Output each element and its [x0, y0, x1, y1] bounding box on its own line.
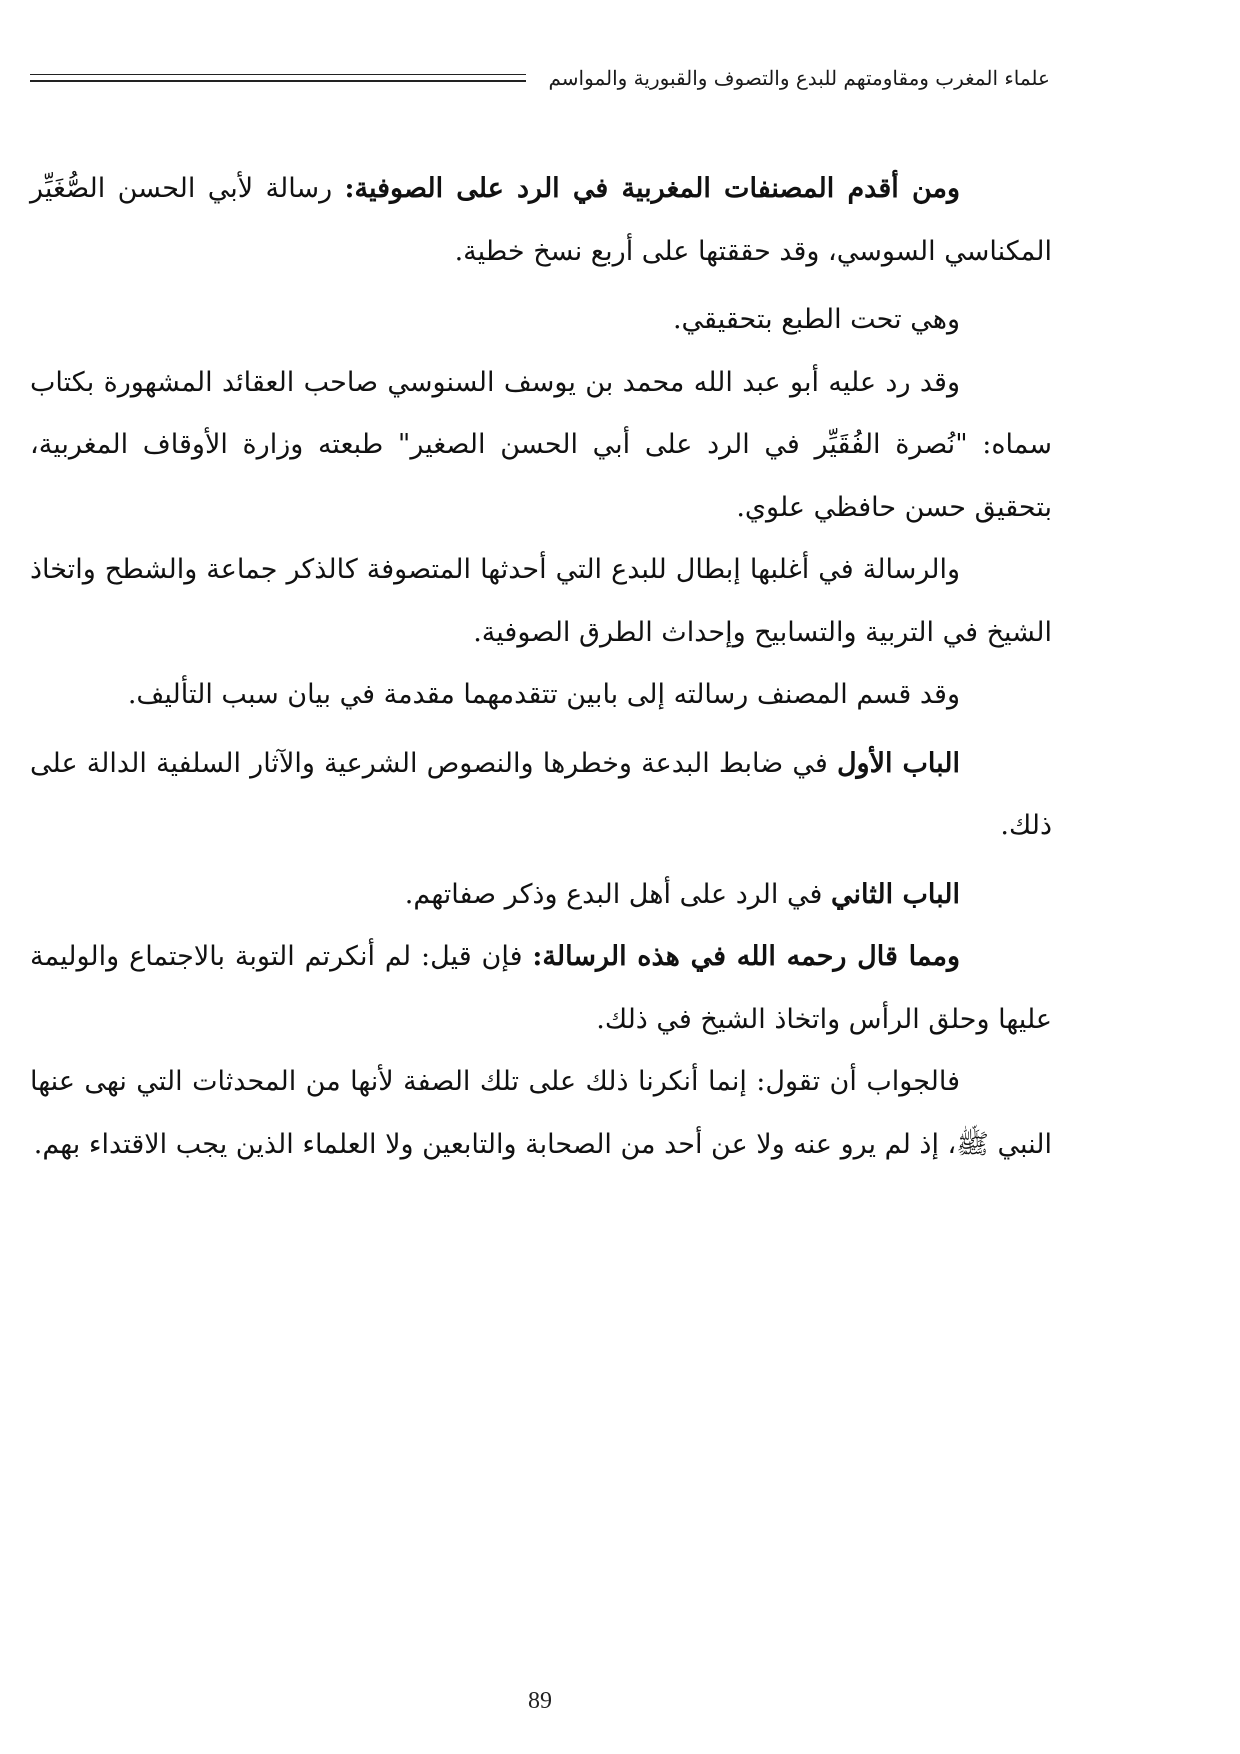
paragraph-1-text: رسالة لأبي الحسن الصُّغَيِّر المكناسي السوسي، وقد حققتها على أربع نسخ خطية.: [30, 173, 1052, 267]
paragraph-6-text: في ضابط البدعة وخطرها والنصوص الشرعية والآثار السلفية الدالة على ذلك.: [30, 747, 1052, 841]
paragraph-6-lead: الباب الأول: [836, 747, 960, 779]
page-number-text: 89: [528, 1688, 552, 1714]
paragraph-9-text: فالجواب أن تقول: إنما أنكرنا ذلك على تلك الصفة لأنها من المحدثات التي نهى عنها النبي ﷺ، إذ لم يرو عنه ولا عن أحد من الصحابة والتابعين ولا العلماء الذين يجب الاقتداء بهم.: [30, 1066, 1052, 1160]
paragraph-3-text: وقد رد عليه أبو عبد الله محمد بن يوسف السنوسي صاحب العقائد المشهورة بكتاب سماه: "نُصرة الفُقَيِّر في الرد على أبي الحسن الصغير" طبعته وزارة الأوقاف المغربية، بتحقيق حسن حافظي علوي.: [30, 366, 1052, 523]
running-header: [30, 58, 1050, 98]
paragraph-1-lead: ومن أقدم المصنفات المغربية في الرد على الصوفية:: [344, 173, 960, 204]
paragraph-8-text: فإن قيل: لم أنكرتم التوبة بالاجتماع والوليمة عليها وحلق الرأس واتخاذ الشيخ في ذلك.: [30, 941, 1052, 1035]
header-rule: [30, 74, 526, 82]
paragraph-8: [30, 926, 1052, 1051]
paragraph-9: [30, 1051, 1052, 1176]
paragraph-5-text: وقد قسم المصنف رسالته إلى بابين تتقدمهما مقدمة في بيان سبب التأليف.: [127, 679, 960, 710]
paragraph-6: [30, 733, 1052, 858]
paragraph-4: [30, 539, 1052, 664]
paragraph-2: [30, 289, 1052, 352]
paragraph-5: [30, 664, 1052, 727]
paragraph-7-lead: الباب الثاني: [830, 878, 960, 910]
paragraph-7: [30, 864, 1052, 927]
page-number: [0, 1688, 1240, 1715]
paragraph-4-text: والرسالة في أغلبها إبطال للبدع التي أحدثها المتصوفة كالذكر جماعة والشطح واتخاذ الشيخ في التربية والتسابيح وإحداث الطرق الصوفية.: [30, 554, 1052, 648]
paragraph-2-text: وهي تحت الطبع بتحقيقي.: [672, 304, 960, 335]
body-text: [30, 158, 1052, 1176]
paragraph-8-lead: ومما قال رحمه الله في هذه الرسالة:: [532, 941, 960, 972]
running-header-title: علماء المغرب ومقاومتهم للبدع والتصوف والقبورية والمواسم: [548, 66, 1050, 90]
paragraph-7-text: في الرد على أهل البدع وذكر صفاتهم.: [404, 878, 831, 910]
paragraph-1: [30, 158, 1052, 283]
paragraph-3: [30, 352, 1052, 540]
